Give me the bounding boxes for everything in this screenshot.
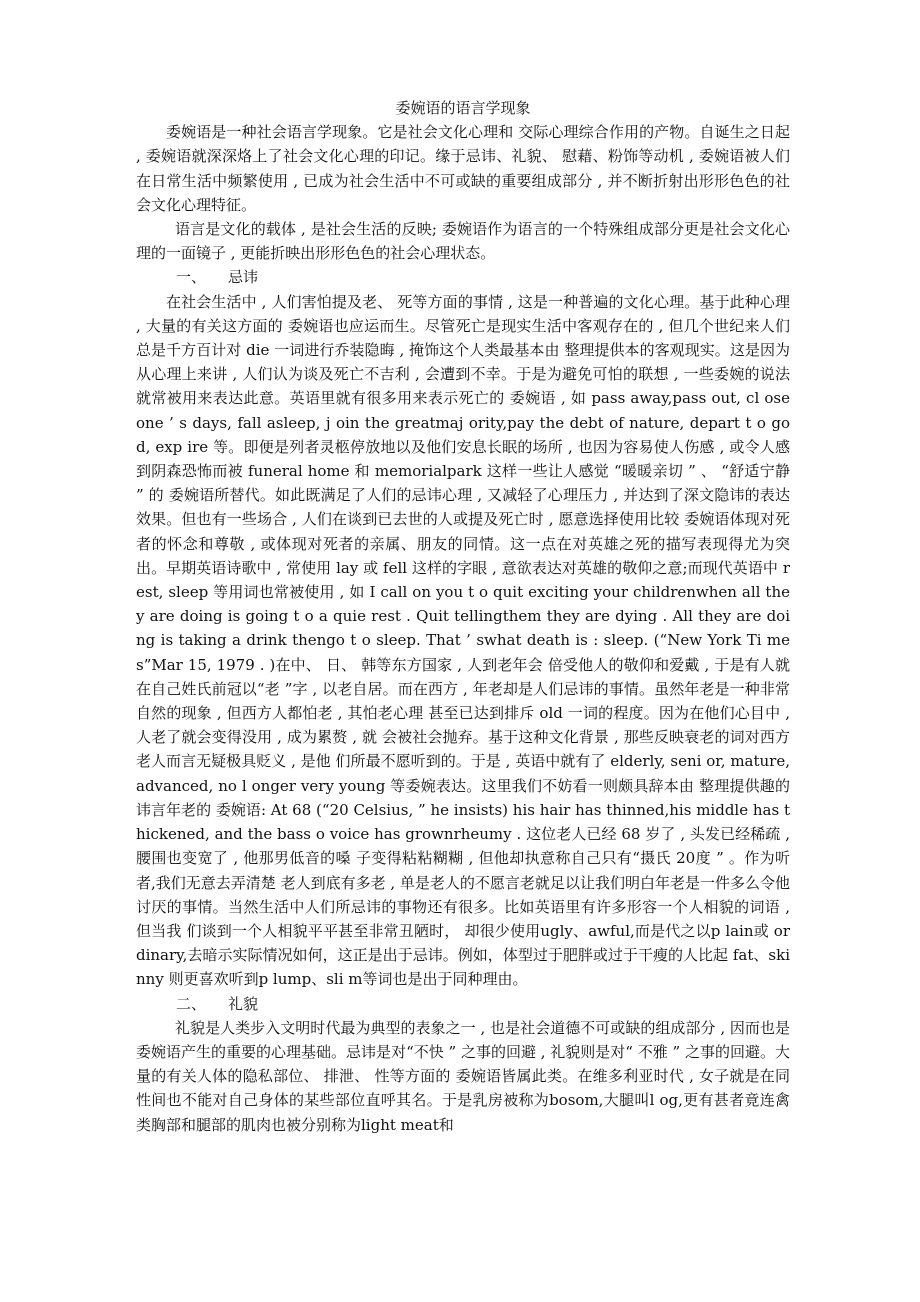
taboo-paragraph: 在社会生活中 , 人们害怕提及老、 死等方面的事情 , 这是一种普遍的文化心理。基于此种心理 , 大量的有关这方面的 委婉语也应运而生。尽管死亡是现实生活中客观存在的 , 但几个世纪来人们总是千方百计对 die 一词进行乔装隐晦 , 掩饰这个人类最基本由 整理提供本的客观现实。这是因为从心理上来讲 , 人们认为谈及死亡不吉利 , 会遭到不幸。于是为避免可怕的联想 , 一些委婉的说法就常被用来表达此意。英语里就有很多用来表示死亡的 委婉语 , 如 pass away,pass out, cl ose one ’ s days, fall asleep, j oin the greatmaj ority,pay the debt of nature, depart t o god, exp ire 等。即便是列者灵柩停放地以及他们安息长眠的场所 , 也因为容易使人伤感 , 或令人感到阴森恐怖而被 funeral home 和 memorialpark 这样一些让人感觉 “暖暖亲切 ” 、 “舒适宁静 ” 的 委婉语所替代。如此既满足了人们的忌讳心理 , 又减轻了心理压力 , 并达到了深文隐讳的表达效果。但也有一些场合 , 人们在谈到已去世的人或提及死亡时 , 愿意选择使用比较 委婉语体现对死者的怀念和尊敬 , 或体现对死者的亲属、朋友的同情。这一点在对英雄之死的描写表现得尤为突出。早期英语诗歌中 , 常使用 lay 或 fell 这样的字眼 , 意欲表达对英雄的敬仰之意;而现代英语中 rest, sleep 等用词也常被使用 , 如 I call on you t o quit exciting your childrenwhen all they are doing is going t o a quie rest . Quit tellingthem they are dying . All they are doing is taking a drink thengo t o sleep. That ’ swhat death is : sleep. (“New York Ti mes”Mar 15, 1979 . )在中、 日、 韩等东方国家 , 人到老年会 倍受他人的敬仰和爱戴 , 于是有人就在自己姓氏前冠以“老 ”字 , 以老自居。而在西方 , 年老却是人们忌讳的事情。虽然年老是一种非常自然的现象 , 但西方人都怕老 , 其怕老心理 甚至已达到排斥 old 一词的程度。因为在他们心目中 , 人老了就会变得没用 , 成为累赘 , 就 会被社会抛弃。基于这种文化背景 , 那些反映衰老的词对西方老人而言无疑极具贬义 , 是他 们所最不愿听到的。于是 , 英语中就有了 elderly, seni or, mature, advanced, no l onger very young 等委婉表达。这里我们不妨看一则颇具辞本由 整理提供趣的讳言年老的 委婉语: At 68 (“20 Celsius, ” he insists) his hair has thinned,his middle has thickened, and the bass o voice has grownrheumy . 这位老人已经 68 岁了 , 头发已经稀疏 , 腰围也变宽了 , 他那男低音的嗓 子变得粘粘糊糊 , 但他却执意称自己只有“摄氏 20度 ” 。作为听者,我们无意去弄清楚 老人到底有多老 , 单是老人的不愿言老就足以让我们明白年老是一件多么令他讨厌的事情。当然生活中人们所忌讳的事物还有很多。比如英语里有许多形容一个人相貌的词语 , 但当我 们谈到一个人相貌平平甚至非常丑陋时， 却很少使用ugly、awful,而是代之以p lain或 ordinary,去暗示实际情况如何，这正是出于忌讳。例如，体型过于肥胖或过于干瘦的人比起 fat、skinny 则更喜欢听到p lump、sli m等词也是出于同种理由。 (136, 292, 790, 989)
document-title: 委婉语的语言学现象 (395, 99, 531, 117)
politeness-paragraph: 礼貌是人类步入文明时代最为典型的表象之一 , 也是社会道德不可或缺的组成部分 , 因而也是 委婉语产生的重要的心理基础。忌讳是对“不快 ” 之事的回避 , 礼貌则是对“ 不雅 ” 之事的回避。大量的有关人体的隐私部位、 排泄、 性等方面的 委婉语皆属此类。在维多利亚时代 , 女子就是在同性间也不能对自己身体的某些部位直呼其名。于是乳房被称为bosom,大腿叫l og,更有甚者竟连禽类胸部和腿部的肌肉也被分别称为light meat和 (136, 1018, 790, 1134)
section-number: 二、 (176, 994, 207, 1013)
intro-paragraph-1: 委婉语是一种社会语言学现象。它是社会文化心理和 交际心理综合作用的产物。自诞生之日起 , 委婉语就深深烙上了社会文化心理的印记。缘于忌讳、礼貌、 慰藉、粉饰等动机 , 委婉语被人们在日常生活中频繁使用 , 已成为社会生活中不可或缺的重要组成部分 , 并不断折射出形形色色的社会文化心理特征。 (136, 123, 790, 214)
intro-paragraph-2: 语言是文化的载体 , 是社会生活的反映; 委婉语作为语言的一个特殊组成部分更是社会文化心理的一面镜子 , 更能折映出形形色色的社会心理状态。 (136, 220, 790, 263)
section-heading-politeness (136, 992, 790, 1016)
section-title: 忌讳 (228, 268, 259, 287)
section-title: 礼貌 (228, 994, 259, 1013)
section-number: 一、 (176, 268, 207, 287)
document-page (136, 96, 790, 1137)
section-heading-taboo (136, 265, 790, 289)
